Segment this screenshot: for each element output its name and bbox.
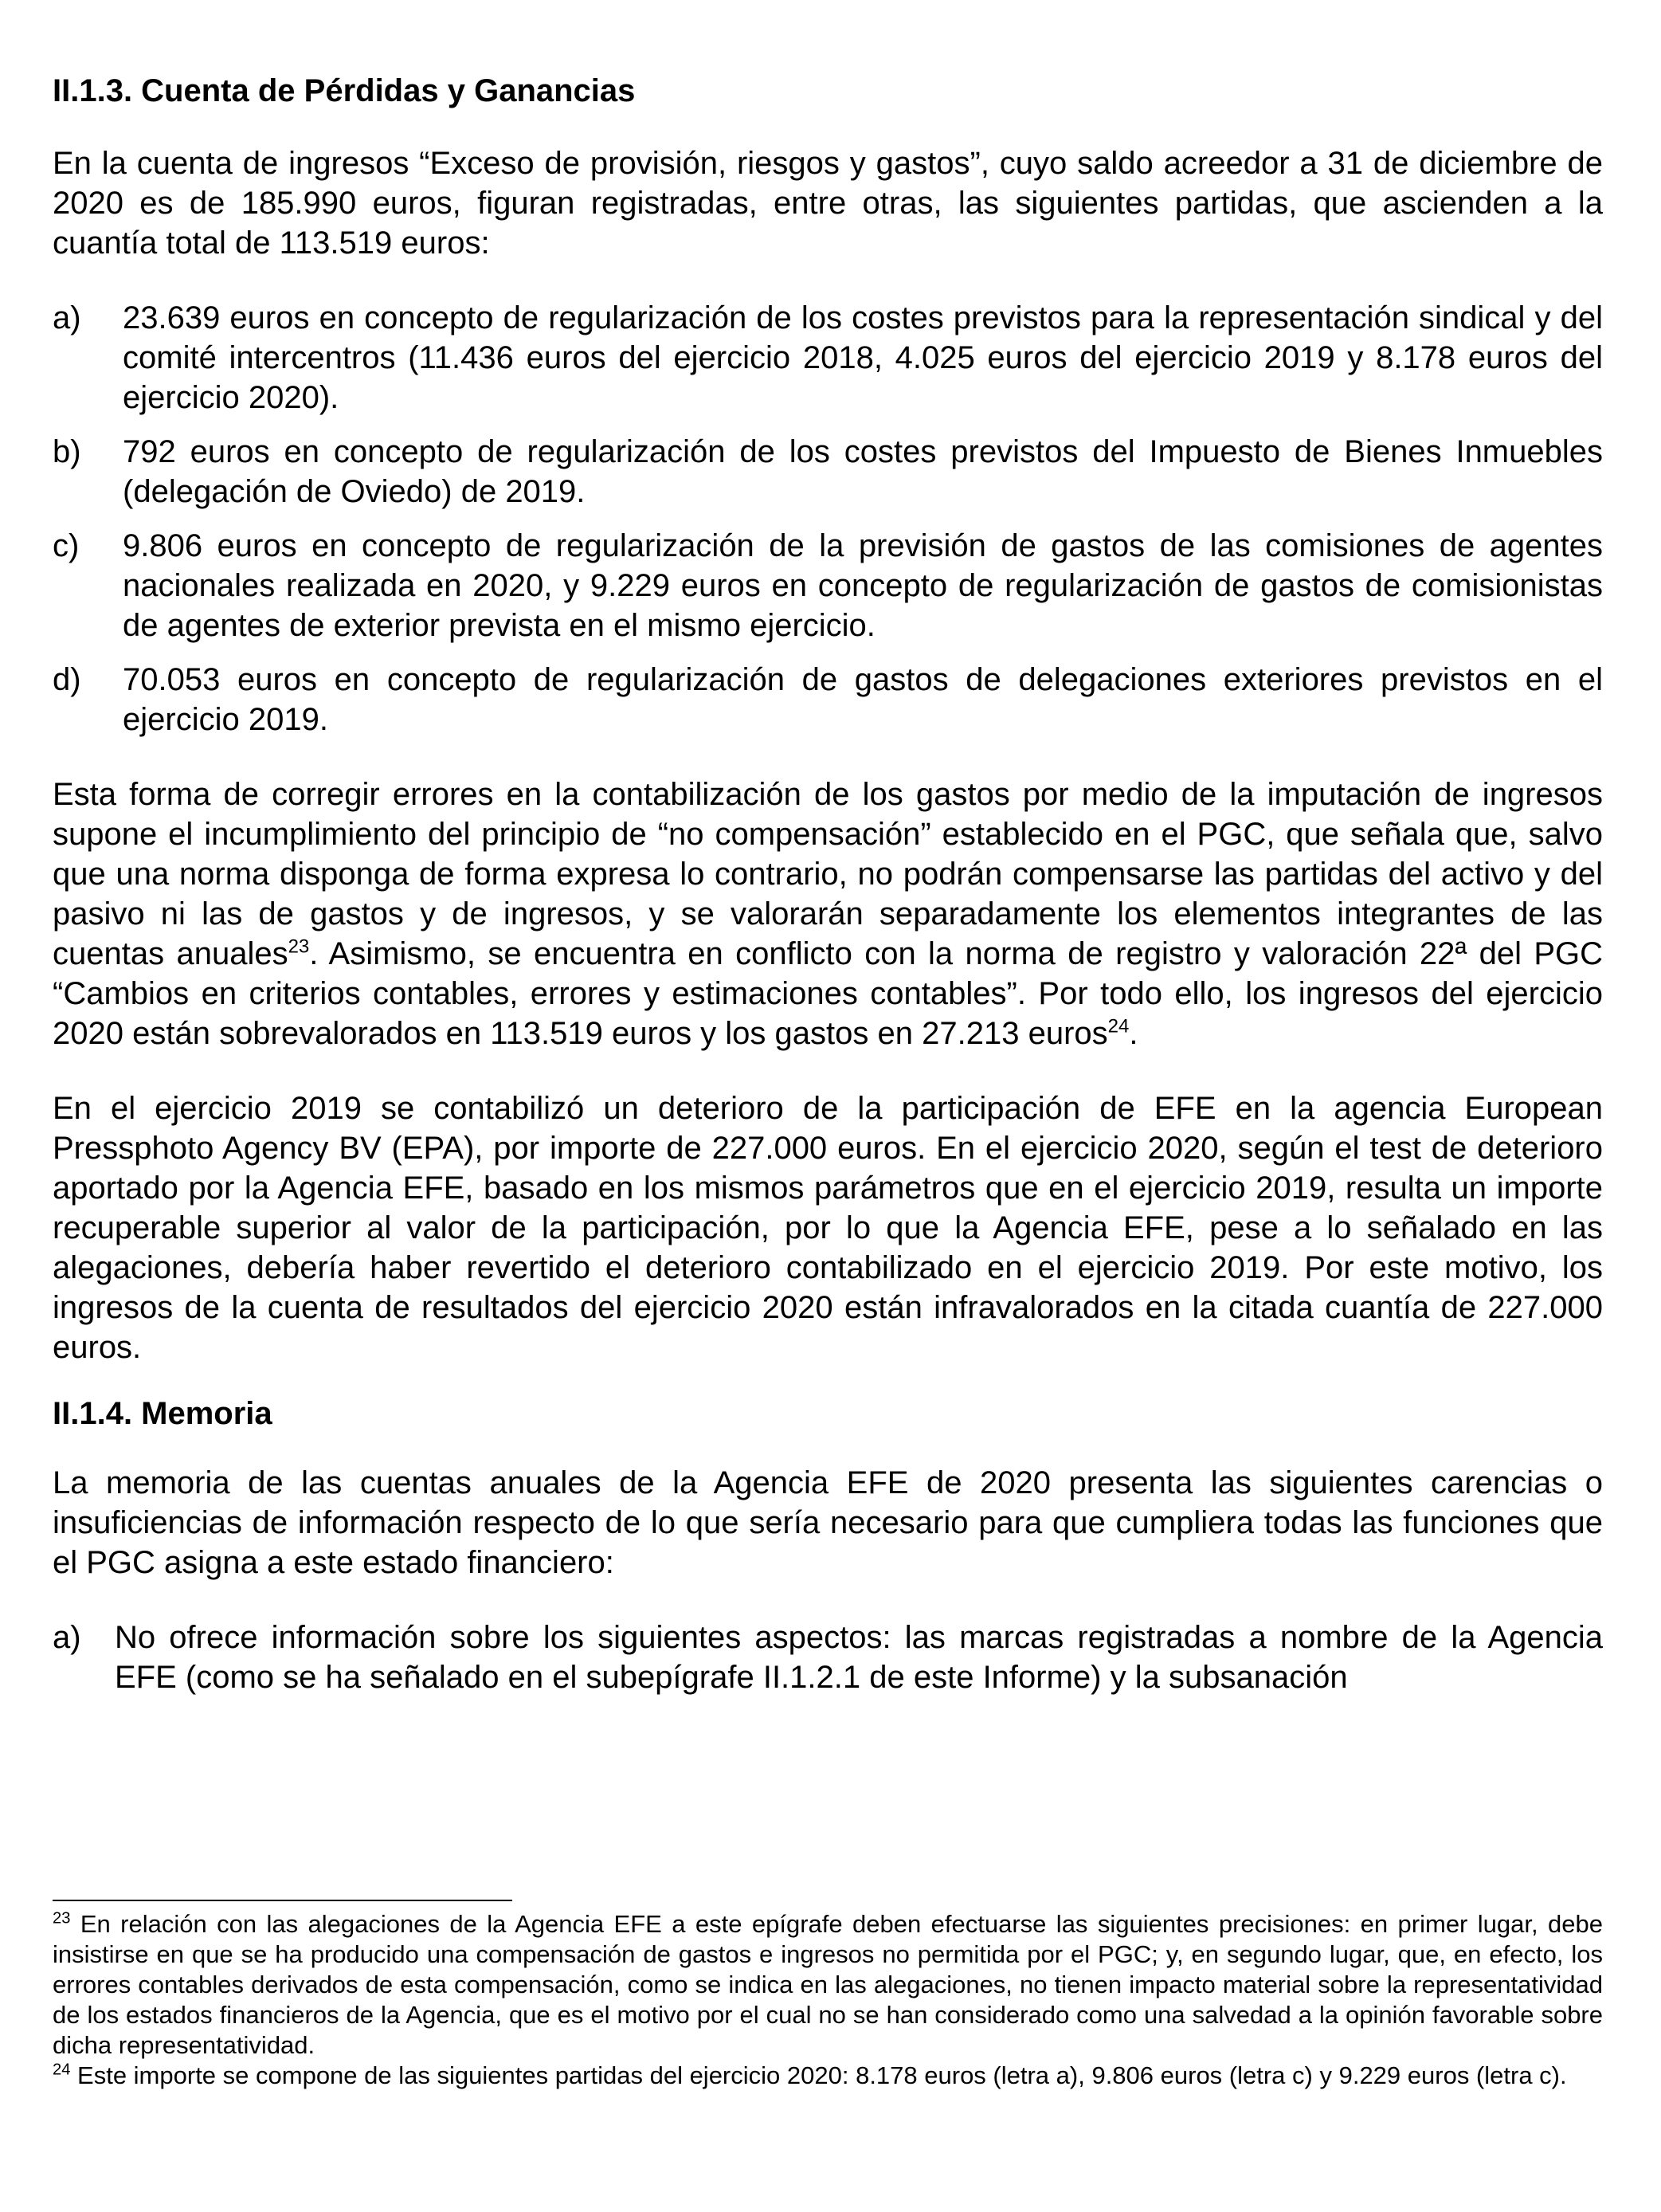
list-item-text: 70.053 euros en concepto de regularización de gastos de delegaciones exteriores previstos en el ejercicio 2019.	[123, 662, 1603, 737]
footnote-text: Este importe se compone de las siguientes partidas del ejercicio 2020: 8.178 euros (letra a), 9.806 euros (letra c) y 9.229 euros (letra c).	[77, 2061, 1567, 2089]
partidas-list	[53, 298, 1603, 739]
paragraph-text: .	[1129, 1016, 1138, 1051]
footnote-23	[53, 1909, 1603, 2061]
list-item-label: d)	[53, 662, 81, 697]
section-heading-memoria: II.1.4. Memoria	[53, 1396, 272, 1431]
paragraph-memoria-intro: La memoria de las cuentas anuales de la Agencia EFE de 2020 presenta las siguientes carencias o insuficiencias de información respecto de lo que sería necesario para que cumpliera todas las funciones que el PGC asigna a este estado financiero:	[53, 1465, 1603, 1580]
footnote-number: 24	[53, 2061, 71, 2079]
list-item	[53, 432, 1603, 512]
paragraph-intro: En la cuenta de ingresos “Exceso de provisión, riesgos y gastos”, cuyo saldo acreedor a 31 de diciembre de 2020 es de 185.990 euros, figuran registradas, entre otras, las siguientes partidas, que ascienden a la cuantía total de 113.519 euros:	[53, 146, 1603, 261]
footnote-ref-24: 24	[1107, 1015, 1130, 1037]
list-item	[53, 526, 1603, 645]
footnote-ref-23: 23	[288, 935, 310, 958]
list-item-label: c)	[53, 528, 80, 563]
list-item-text: 9.806 euros en concepto de regularización de la previsión de gastos de las comisiones de agentes nacionales realizada en 2020, y 9.229 euros en concepto de regularización de gastos de comisionistas de agentes de exterior prevista en el mismo ejercicio.	[123, 528, 1603, 643]
list-item	[53, 298, 1603, 418]
paragraph-deterioro-epa: En el ejercicio 2019 se contabilizó un deterioro de la participación de EFE en la agencia European Pressphoto Agency BV (EPA), por importe de 227.000 euros. En el ejercicio 2020, según el test de deterioro aportado por la Agencia EFE, basado en los mismos parámetros que en el ejercicio 2019, resulta un importe recuperable superior al valor de la participación, por lo que la Agencia EFE, pese a lo señalado en las alegaciones, debería haber revertido el deterioro contabilizado en el ejercicio 2019. Por este motivo, los ingresos de la cuenta de resultados del ejercicio 2020 están infravalorados en la citada cuantía de 227.000 euros.	[53, 1091, 1603, 1365]
list-item	[53, 1618, 1603, 1697]
footnote-separator	[53, 1900, 512, 1901]
paragraph-text: Esta forma de corregir errores en la contabilización de los gastos por medio de la imputación de ingresos supone el incumplimiento del principio de “no compensación” establecido en el PGC, que señala que, salvo que una norma disponga de forma expresa lo contrario, no podrán compensarse las partidas del activo y del pasivo ni las de gastos y de ingresos, y se valorarán separadamente los elementos integrantes de las cuentas anuales	[53, 777, 1603, 971]
list-item-text: 23.639 euros en concepto de regularización de los costes previstos para la representación sindical y del comité intercentros (11.436 euros del ejercicio 2018, 4.025 euros del ejercicio 2019 y 8.178 euros del ejercicio 2020).	[123, 300, 1603, 415]
list-item	[53, 660, 1603, 739]
document-page	[53, 72, 1603, 1712]
section-heading-cuenta-perdidas-ganancias: II.1.3. Cuenta de Pérdidas y Ganancias	[53, 73, 636, 108]
paragraph-no-compensacion	[53, 775, 1603, 1053]
list-item-text: 792 euros en concepto de regularización de los costes previstos del Impuesto de Bienes Inmuebles (delegación de Oviedo) de 2019.	[123, 434, 1603, 509]
footnotes	[53, 1909, 1603, 2091]
list-item-label: a)	[53, 300, 81, 335]
list-item-label: a)	[53, 1620, 81, 1655]
paragraph-text: . Asimismo, se encuentra en conflicto con la norma de registro y valoración 22ª del PGC “Cambios en criterios contables, errores y estimaciones contables”. Por todo ello, los ingresos del ejercicio 2020 están sobrevalorados en 113.519 euros y los gastos en 27.213 euros	[53, 936, 1604, 1051]
footnote-24	[53, 2061, 1603, 2091]
list-item-label: b)	[53, 434, 81, 469]
list-item-text: No ofrece información sobre los siguientes aspectos: las marcas registradas a nombre de la Agencia EFE (como se ha señalado en el subepígrafe II.1.2.1 de este Informe) y la subsanación	[115, 1620, 1603, 1695]
footnote-number: 23	[53, 1909, 71, 1928]
footnote-text: En relación con las alegaciones de la Agencia EFE a este epígrafe deben efectuarse las siguientes precisiones: en primer lugar, debe insistirse en que se ha producido una compensación de gastos e ingresos no permitida por el PGC; y, en segundo lugar, que, en efecto, los errores contables derivados de esta compensación, como se indica en las alegaciones, no tienen impacto material sobre la representatividad de los estados financieros de la Agencia, que es el motivo por el cual no se han considerado como una salvedad a la opinión favorable sobre dicha representatividad.	[53, 1910, 1603, 2059]
